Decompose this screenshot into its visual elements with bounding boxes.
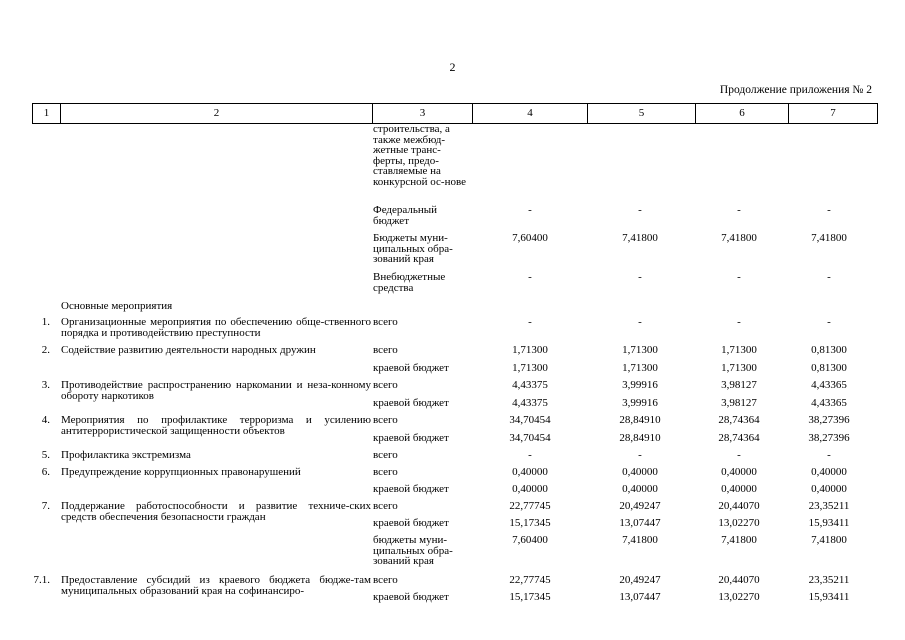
row-value-col7: 15,93411 [808,591,850,603]
row-funding-source: Внебюджетные средства [373,271,446,294]
row-activity-name: Организационные мероприятия по обеспечению обще-ственного порядка и противодействию преступности [61,316,371,339]
row-number: 3. [41,379,50,391]
row-value-col4: 15,17345 [509,517,551,529]
row-funding-source: всего [373,574,398,586]
row-value-col7: - [827,271,831,283]
row-value-col4: 7,60400 [512,534,548,546]
row-value-col7: - [827,449,831,461]
row-value-col5: - [638,204,642,216]
row-value-col6: 13,02270 [718,591,760,603]
row-value-col7: - [827,204,831,216]
row-value-col7: 4,43365 [811,379,847,391]
row-value-col5: 3,99916 [622,379,658,391]
col-header-2: 2 [61,104,373,124]
appendix-continuation-label: Продолжение приложения № 2 [719,84,872,96]
row-value-col6: 7,41800 [721,232,757,244]
row-number: 7.1. [33,574,50,586]
row-number: 2. [41,344,50,356]
row-value-col6: 20,44070 [718,500,760,512]
row-activity-name: Предупреждение коррупционных правонарушений [61,466,301,478]
row-value-col6: 1,71300 [721,344,757,356]
row-value-col7: 4,43365 [811,397,847,409]
row-value-col4: 15,17345 [509,591,551,603]
row-value-col5: - [638,271,642,283]
row-value-col6: 3,98127 [721,397,757,409]
row-funding-source: краевой бюджет [373,517,449,529]
row-value-col7: 23,35211 [808,574,850,586]
row-value-col5: 0,40000 [622,483,658,495]
row-funding-source: всего [373,500,398,512]
row-value-col7: 23,35211 [808,500,850,512]
row-value-col7: 38,27396 [808,414,850,426]
row-value-col4: 34,70454 [509,432,551,444]
row-value-col4: 4,43375 [512,379,548,391]
row-funding-source: Бюджеты муни-ципальных обра-зований края [373,232,453,265]
row-value-col6: 28,74364 [718,432,760,444]
row-value-col5: 20,49247 [619,500,661,512]
row-value-col5: 1,71300 [622,344,658,356]
row-value-col5: 0,40000 [622,466,658,478]
col-header-4: 4 [473,104,588,124]
row-value-col5: - [638,449,642,461]
row-number: 5. [41,449,50,461]
row-value-col4: 22,77745 [509,500,551,512]
row-value-col6: 28,74364 [718,414,760,426]
row-value-col7: 7,41800 [811,232,847,244]
row-value-col5: 7,41800 [622,534,658,546]
row-value-col6: - [737,271,741,283]
column-header-row [32,103,878,124]
row-value-col7: 7,41800 [811,534,847,546]
row-value-col6: 20,44070 [718,574,760,586]
row-activity-name: Мероприятия по профилактике терроризма и усилению антитеррористической защищенности объектов [61,414,371,437]
row-value-col7: 0,81300 [811,344,847,356]
page-number: 2 [449,60,456,74]
row-value-col5: 20,49247 [619,574,661,586]
row-value-col4: 0,40000 [512,483,548,495]
row-funding-source: бюджеты муни-ципальных обра-зований края [373,534,453,567]
row-funding-source: всего [373,466,398,478]
row-value-col5: 7,41800 [622,232,658,244]
row-value-col5: 13,07447 [619,591,661,603]
row-funding-source: всего [373,449,398,461]
row-value-col7: 0,40000 [811,466,847,478]
row-value-col4: 0,40000 [512,466,548,478]
row-value-col6: 1,71300 [721,362,757,374]
row-value-col6: 3,98127 [721,379,757,391]
row-funding-source: Федеральный бюджет [373,204,438,227]
col-header-1: 1 [33,104,61,124]
row-number: 6. [41,466,50,478]
row-value-col7: 38,27396 [808,432,850,444]
row-value-col7: 15,93411 [808,517,850,529]
row-value-col6: 0,40000 [721,466,757,478]
col-header-3: 3 [373,104,473,124]
row-funding-source: всего [373,379,398,391]
row-value-col6: - [737,204,741,216]
row-value-col4: - [528,204,532,216]
row-value-col4: 4,43375 [512,397,548,409]
row-value-col4: - [528,271,532,283]
row-value-col4: 22,77745 [509,574,551,586]
row-activity-name: Предоставление субсидий из краевого бюджета бюдже-там муниципальных образований края на софинансиро- [61,574,371,597]
row-funding-source: краевой бюджет [373,591,449,603]
row-funding-source: краевой бюджет [373,432,449,444]
row-value-col7: - [827,316,831,328]
row-value-col5: - [638,316,642,328]
row-activity-name: Профилактика экстремизма [61,449,191,461]
row-funding-source: строительства, а также межбюд-жетные транс-ферты, предо-ставляемые на конкурсной ос-нове [373,123,466,188]
row-value-col4: 1,71300 [512,362,548,374]
row-value-col6: - [737,316,741,328]
row-activity-name: Поддержание работоспособности и развитие техниче-ских средств обеспечения безопасности граждан [61,500,371,523]
row-activity-name: Основные мероприятия [61,300,173,312]
row-value-col7: 0,81300 [811,362,847,374]
col-header-7: 7 [789,104,878,124]
row-value-col5: 28,84910 [619,432,661,444]
row-funding-source: всего [373,414,398,426]
row-number: 7. [41,500,50,512]
row-value-col4: - [528,449,532,461]
row-value-col4: 7,60400 [512,232,548,244]
row-funding-source: краевой бюджет [373,483,449,495]
row-number: 4. [41,414,50,426]
row-value-col6: 0,40000 [721,483,757,495]
row-funding-source: всего [373,316,398,328]
row-value-col6: - [737,449,741,461]
row-value-col7: 0,40000 [811,483,847,495]
col-header-6: 6 [696,104,789,124]
row-funding-source: всего [373,344,398,356]
row-value-col6: 13,02270 [718,517,760,529]
row-value-col5: 13,07447 [619,517,661,529]
row-value-col5: 28,84910 [619,414,661,426]
row-value-col5: 1,71300 [622,362,658,374]
row-funding-source: краевой бюджет [373,362,449,374]
row-number: 1. [41,316,50,328]
row-value-col4: 34,70454 [509,414,551,426]
row-value-col4: 1,71300 [512,344,548,356]
col-header-5: 5 [588,104,696,124]
row-value-col6: 7,41800 [721,534,757,546]
row-value-col4: - [528,316,532,328]
row-funding-source: краевой бюджет [373,397,449,409]
row-activity-name: Противодействие распространению наркомании и неза-конному обороту наркотиков [61,379,371,402]
row-activity-name: Содействие развитию деятельности народных дружин [61,344,316,356]
row-value-col5: 3,99916 [622,397,658,409]
